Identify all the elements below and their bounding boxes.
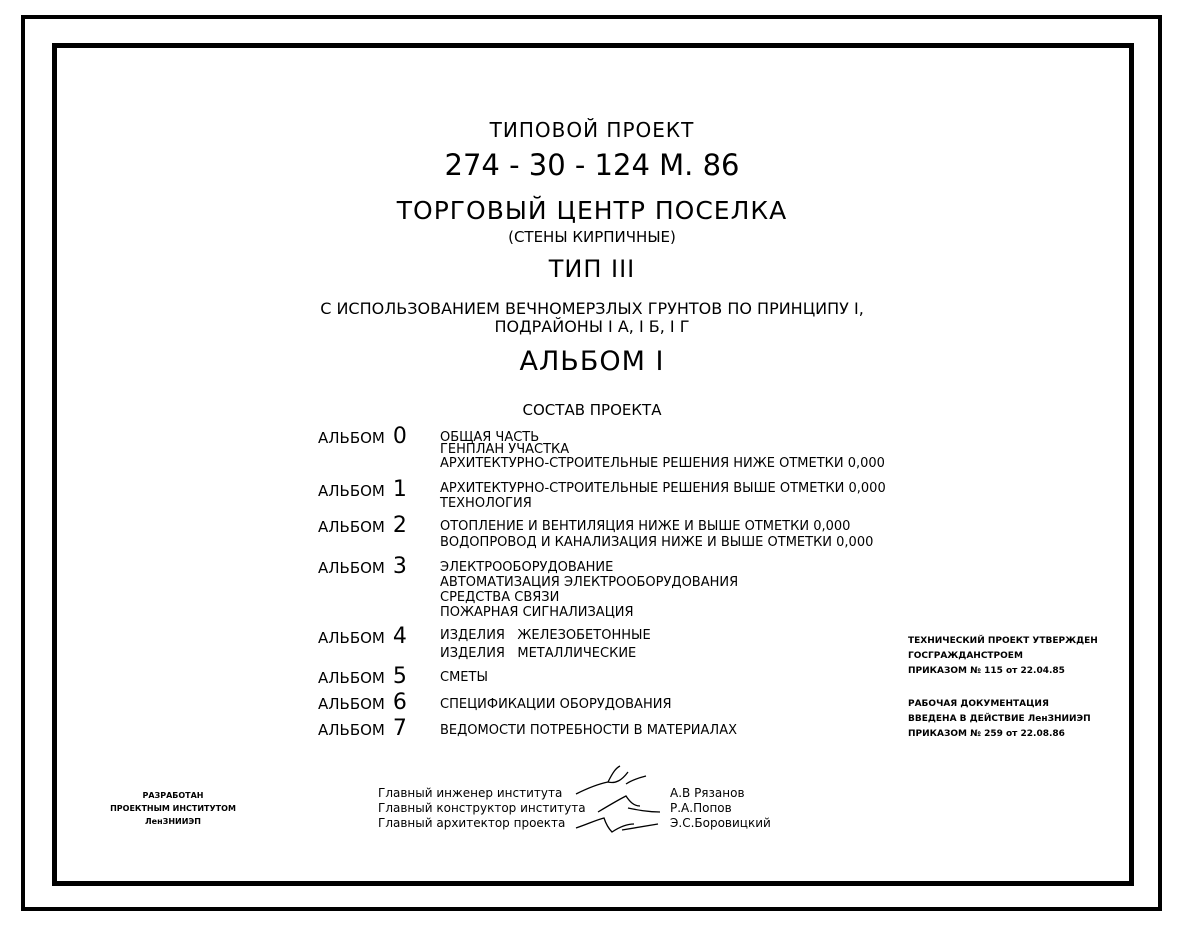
role-chief-engineer: Главный инженер института (378, 786, 563, 800)
condition-line-2: ПОДРАЙОНЫ I А, I Б, I Г (494, 317, 690, 336)
signature-1 (576, 766, 646, 794)
list-item: ЭЛЕКТРООБОРУДОВАНИЕ (440, 560, 614, 575)
album-7-label: АЛЬБОМ 7 (318, 716, 407, 741)
developer-line-3: ЛенЗНИИЭП (145, 817, 201, 826)
list-item: АВТОМАТИЗАЦИЯ ЭЛЕКТРООБОРУДОВАНИЯ (440, 575, 739, 590)
album-0-label: АЛЬБОМ 0 (318, 424, 407, 449)
name-ryazanov: А.В Рязанов (670, 786, 745, 800)
project-title: ТОРГОВЫЙ ЦЕНТР ПОСЕЛКА (396, 196, 788, 225)
work-docs-line-1: РАБОЧАЯ ДОКУМЕНТАЦИЯ (908, 699, 1049, 709)
album-2-content (440, 519, 873, 550)
tech-approval-line-2: ГОСГРАЖДАНСТРОЕМ (908, 651, 1023, 661)
list-item: АРХИТЕКТУРНО-СТРОИТЕЛЬНЫЕ РЕШЕНИЯ ВЫШЕ ОТМЕТКИ 0,000 (440, 481, 886, 496)
list-item: ВОДОПРОВОД И КАНАЛИЗАЦИЯ НИЖЕ И ВЫШЕ ОТМЕТКИ 0,000 (440, 535, 874, 550)
developer-line-2: ПРОЕКТНЫМ ИНСТИТУТОМ (110, 804, 236, 813)
list-item: СРЕДСТВА СВЯЗИ (440, 590, 560, 605)
album-4-label: АЛЬБОМ 4 (318, 624, 407, 649)
list-item: ОБЩАЯ ЧАСТЬ (440, 430, 540, 445)
condition-line-1: С ИСПОЛЬЗОВАНИЕМ ВЕЧНОМЕРЗЛЫХ ГРУНТОВ ПО ПРИНЦИПУ I, (320, 299, 864, 318)
project-subtitle: (СТЕНЫ КИРПИЧНЫЕ) (508, 228, 676, 246)
album-2-label: АЛЬБОМ 2 (318, 513, 407, 538)
project-type: ТИП III (548, 255, 636, 283)
album-title: АЛЬБОМ I (519, 346, 665, 377)
handwritten-signatures (568, 762, 668, 840)
list-item: ПОЖАРНАЯ СИГНАЛИЗАЦИЯ (440, 605, 634, 620)
name-popov: Р.А.Попов (670, 801, 732, 815)
tech-approval-note (908, 634, 1098, 679)
list-item: ТЕХНОЛОГИЯ (440, 496, 532, 511)
list-item: ВЕДОМОСТИ ПОТРЕБНОСТИ В МАТЕРИАЛАХ (440, 723, 737, 738)
signature-roles (378, 786, 586, 831)
project-number: 274 - 30 - 124 М. 86 (444, 148, 740, 182)
signature-names (670, 786, 771, 831)
album-0-content (440, 430, 885, 471)
album-1-content (440, 481, 886, 511)
list-item: ГЕНПЛАН УЧАСТКА (440, 442, 570, 457)
album-3-content (440, 560, 738, 620)
album-4-content (440, 628, 651, 661)
work-docs-line-3: ПРИКАЗОМ № 259 от 22.08.86 (908, 729, 1065, 739)
album-1-label: АЛЬБОМ 1 (318, 477, 407, 502)
list-item: АРХИТЕКТУРНО-СТРОИТЕЛЬНЫЕ РЕШЕНИЯ НИЖЕ ОТМЕТКИ 0,000 (440, 456, 885, 471)
album-6-label: АЛЬБОМ 6 (318, 690, 407, 715)
tech-approval-line-3: ПРИКАЗОМ № 115 от 22.04.85 (908, 666, 1065, 676)
album-3-label: АЛЬБОМ 3 (318, 554, 407, 579)
developer-note (108, 789, 238, 828)
work-docs-line-2: ВВЕДЕНА В ДЕЙСТВИЕ ЛенЗНИИЭП (908, 714, 1091, 724)
role-chief-architect: Главный архитектор проекта (378, 816, 566, 830)
album-5-content (440, 670, 488, 685)
composition-heading: СОСТАВ ПРОЕКТА (522, 401, 662, 419)
list-item: СМЕТЫ (440, 670, 488, 685)
list-item: ОТОПЛЕНИЕ И ВЕНТИЛЯЦИЯ НИЖЕ И ВЫШЕ ОТМЕТКИ 0,000 (440, 519, 851, 534)
work-docs-note (908, 697, 1091, 742)
album-7-content (440, 723, 737, 738)
list-item: СПЕЦИФИКАЦИИ ОБОРУДОВАНИЯ (440, 697, 672, 712)
album-5-label: АЛЬБОМ 5 (318, 664, 407, 689)
list-item: ИЗДЕЛИЯ МЕТАЛЛИЧЕСКИЕ (440, 646, 637, 661)
list-item: ИЗДЕЛИЯ ЖЕЛЕЗОБЕТОННЫЕ (440, 628, 651, 643)
developer-line-1: РАЗРАБОТАН (142, 791, 204, 800)
album-6-content (440, 697, 671, 712)
tech-approval-line-1: ТЕХНИЧЕСКИЙ ПРОЕКТ УТВЕРЖДЕН (908, 636, 1098, 646)
role-chief-constructor: Главный конструктор института (378, 801, 586, 815)
name-borovitsky: Э.С.Боровицкий (670, 816, 771, 830)
signature-2 (598, 796, 660, 812)
project-label: ТИПОВОЙ ПРОЕКТ (489, 118, 695, 142)
signature-3 (576, 818, 658, 832)
